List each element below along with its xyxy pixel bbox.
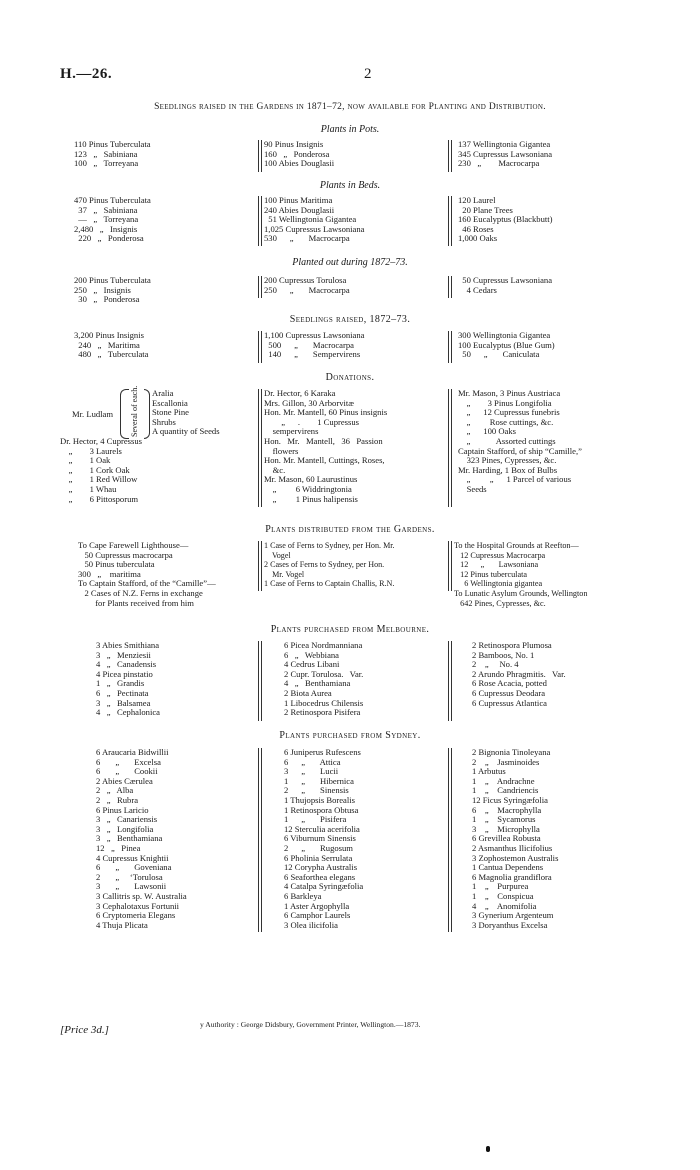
ludlam-items	[152, 389, 220, 437]
list-line: Mr. Harding, 1 Box of Bulbs	[458, 464, 558, 475]
list-line: 6 Picea Nordmanniana	[284, 640, 363, 650]
list-line: To the Hospital Grounds at Reefton—	[454, 541, 579, 550]
list-line: Mr. Mason, 60 Laurustinus	[264, 474, 358, 485]
list-line: 6 „ Cookii	[96, 766, 158, 777]
list-line: 2 „ Rubra	[96, 794, 139, 805]
page-number: 2	[364, 66, 372, 82]
list-line: Mr. Mason, 3 Pinus Austriaca	[458, 388, 561, 398]
list-line: 2 Abies Cærulea	[96, 775, 153, 786]
list-line: Captain Stafford, of ship “Camille,”	[458, 445, 582, 456]
list-line: Mrs. Gillon, 30 Arborvitæ	[264, 397, 354, 408]
section-title-beds: Plants in Beds.	[319, 180, 381, 191]
list-line: 3,200 Pinus Insignis	[74, 330, 144, 340]
sydney-col-2	[284, 748, 363, 930]
list-line: Hon. Mr. Mantell, 36 Passion	[264, 435, 383, 446]
list-line: „ „ 1 Parcel of various	[458, 474, 572, 485]
beds-col-3	[458, 196, 640, 244]
list-line: 3 Zophostemon Australis	[472, 852, 559, 863]
list-line: 12 Sterculia acerifolia	[284, 823, 360, 834]
column-divider	[258, 196, 262, 246]
brace-left	[120, 389, 129, 439]
list-line: 4 Catalpa Syringæfolia	[284, 881, 364, 892]
printer-authority: y Authority : George Didsbury, Government Printer, Wellington.—1873.	[200, 1020, 421, 1029]
price-label: [Price 3d.]	[60, 1024, 109, 1036]
list-line: 50 Pinus tuberculata	[78, 559, 155, 570]
list-line: Shrubs	[152, 416, 176, 427]
list-line: Vogel	[264, 550, 291, 560]
list-line: 46 Roses	[458, 223, 494, 234]
list-line: „ 6 Pittosporum	[60, 493, 139, 504]
list-line: 220 „ Ponderosa	[74, 233, 144, 244]
list-line: 12 Ficus Syringæfolia	[472, 794, 548, 805]
column-divider	[448, 276, 452, 298]
list-line: 200 Pinus Tuberculata	[74, 275, 151, 285]
list-line: Mr. Vogel	[264, 569, 305, 579]
list-line: 100 „ Torreyana	[74, 158, 139, 169]
list-line: 4 Picea pinstatio	[96, 668, 153, 679]
list-line: 90 Pinus Insignis	[264, 139, 324, 149]
list-line: 123 „ Sabiniana	[74, 148, 138, 159]
list-line: 6 Magnolia grandiflora	[472, 871, 552, 882]
ink-mark	[486, 1146, 490, 1152]
list-line: 4 Thuja Plicata	[96, 919, 148, 930]
list-line: 2 Cases of Ferns to Sydney, per Hon.	[264, 560, 385, 570]
list-line: 6 „ Webbiana	[284, 649, 339, 660]
list-line: 1 „ Candriencis	[472, 785, 539, 796]
list-line: 3 „ Balsamea	[96, 697, 151, 708]
list-line: „ . 1 Cupressus	[264, 416, 360, 427]
list-line: 140 „ Sempervirens	[264, 349, 361, 360]
list-line: „ 1 Pinus halipensis	[264, 493, 358, 504]
list-line: 120 Laurel	[458, 195, 496, 205]
list-line: Hon. Mr. Mantell, Cuttings, Roses,	[264, 455, 385, 466]
list-line: 4 „ Cephalonica	[96, 707, 160, 718]
list-line: 4 Cedars	[458, 284, 497, 295]
list-line: 12 „ Lawsoniana	[454, 560, 539, 570]
list-line: flowers	[264, 445, 299, 456]
list-line: 6 Pholinia Serrulata	[284, 852, 353, 863]
list-line: 51 Wellingtonia Gigantea	[264, 214, 357, 225]
column-divider	[448, 140, 452, 172]
list-line: 50 Cupressus Lawsoniana	[458, 275, 553, 285]
distributed-col-2	[264, 541, 395, 589]
list-line: 6 Seaforthea elegans	[284, 871, 356, 882]
list-line: To Lunatic Asylum Grounds, Wellington	[454, 588, 588, 598]
list-line: 6 Cryptomeria Elegans	[96, 910, 176, 921]
donor-ludlam: Mr. Ludlam	[72, 409, 114, 419]
list-line: „ 1 Whau	[60, 483, 117, 494]
list-line: „ 6 Widdringtonia	[264, 483, 352, 494]
list-line: 1,000 Oaks	[458, 233, 498, 244]
section-melbourne	[60, 641, 640, 721]
list-line: 345 Cupressus Lawsoniana	[458, 148, 553, 159]
list-line: 3 „ Menziesii	[96, 649, 151, 660]
list-line: — „ Torreyana	[74, 214, 139, 225]
beds-col-1	[74, 196, 246, 244]
list-line: Dr. Hector, 4 Cupressus	[60, 436, 143, 446]
list-line: 3 „ Benthamiana	[96, 833, 163, 844]
list-line: 500 „ Macrocarpa	[264, 339, 354, 350]
list-line: 6 „ Pectinata	[96, 687, 149, 698]
list-line: 50 Cupressus macrocarpa	[78, 549, 173, 560]
list-line: Aralia	[152, 388, 174, 398]
column-divider	[448, 196, 452, 246]
list-line: To Captain Stafford, of the “Camille”—	[78, 578, 216, 589]
list-line: 3 Abies Smithiana	[96, 640, 160, 650]
section-beds	[60, 196, 640, 246]
list-line: 2 „ Rugosum	[284, 842, 353, 853]
column-divider	[448, 641, 452, 721]
list-line: 2 Cases of N.Z. Ferns in exchange	[78, 587, 203, 598]
donations-col-3	[458, 389, 640, 495]
list-line: 642 Pines, Cypresses, &c.	[454, 598, 546, 608]
list-line: 3 Olea ilicifolia	[284, 919, 338, 930]
planted-col-3	[458, 276, 640, 295]
column-divider	[448, 389, 452, 507]
list-line: „ 100 Oaks	[458, 426, 516, 437]
section-title-pots: Plants in Pots.	[320, 124, 380, 135]
section-pots	[60, 140, 640, 172]
several-of-each-label: Several of each.	[130, 385, 139, 437]
donations-col-2	[264, 389, 458, 504]
list-line: To Cape Farewell Lighthouse—	[78, 540, 189, 550]
list-line: 1 Aster Argophylla	[284, 900, 350, 911]
list-line: 1 „ Sycamorus	[472, 814, 536, 825]
list-line: 300 Wellingtonia Gigantea	[458, 330, 551, 340]
list-line: 12 Cupressus Macrocarpa	[454, 550, 546, 560]
seedlings-col-1	[74, 331, 246, 360]
distributed-col-1	[78, 541, 216, 608]
list-line: 1 „ Conspicua	[472, 890, 534, 901]
list-line: 100 Abies Douglasii	[264, 158, 335, 169]
list-line: 200 Cupressus Torulosa	[264, 275, 347, 285]
list-line: 2 Bignonia Tinoleyana	[472, 747, 551, 757]
list-line: 6 Pinus Laricio	[96, 804, 149, 815]
column-divider	[448, 541, 452, 591]
list-line: 6 Barkleya	[284, 890, 322, 901]
melbourne-col-3	[472, 641, 566, 708]
pots-col-3	[458, 140, 640, 169]
list-line: 1 Arbutus	[472, 766, 506, 777]
section-title-distributed: Plants distributed from the Gardens.	[265, 524, 435, 535]
sydney-col-1	[96, 748, 187, 930]
list-line: 37 „ Sabiniana	[74, 204, 138, 215]
list-line: 4 „ Anomifolia	[472, 900, 537, 911]
list-line: 6 Juniperus Rufescens	[284, 747, 361, 757]
list-line: 4 „ Canadensis	[96, 659, 157, 670]
list-line: 30 „ Ponderosa	[74, 294, 140, 305]
list-line: 3 Callitris sp. W. Australia	[96, 890, 187, 901]
list-line: 6 Rose Acacia, potted	[472, 678, 547, 689]
list-line: 2 Retinospora Plumosa	[472, 640, 552, 650]
list-line: 240 Abies Douglasii	[264, 204, 335, 215]
list-line: „ Assorted cuttings	[458, 435, 556, 446]
list-line: sempervirens	[264, 426, 319, 437]
seedlings-col-3	[458, 331, 640, 360]
list-line: 20 Plane Trees	[458, 204, 513, 215]
list-line: 6 Camphor Laurels	[284, 910, 351, 921]
list-line: 470 Pinus Tuberculata	[74, 195, 151, 205]
section-title-donations: Donations.	[325, 372, 375, 383]
list-line: 250 „ Insignis	[74, 284, 131, 295]
list-line: 6 „ Macrophylla	[472, 804, 542, 815]
list-line: A quantity of Seeds	[152, 426, 220, 437]
list-line: 2 Biota Aurea	[284, 687, 332, 698]
list-line: 6 „ Goveniana	[96, 862, 172, 873]
brace-right	[144, 389, 150, 439]
column-divider	[258, 641, 262, 721]
section-title-planted-out: Planted out during 1872–73.	[292, 257, 408, 268]
list-line: 100 Eucalyptus (Blue Gum)	[458, 339, 555, 350]
list-line: for Plants received from him	[78, 597, 194, 608]
list-line: 6 Cupressus Deodara	[472, 687, 546, 698]
list-line: 300 „ maritima	[78, 568, 141, 579]
list-line: Stone Pine	[152, 407, 190, 418]
list-line: 2 „ ‘Torulosa	[96, 871, 163, 882]
list-line: „ 12 Cupressus funebris	[458, 407, 560, 418]
section-sydney	[60, 748, 640, 934]
list-line: „ 1 Red Willow	[60, 474, 138, 485]
list-line: 2,480 „ Insignis	[74, 223, 138, 234]
list-line: 3 „ Canariensis	[96, 814, 158, 825]
list-line: 2 Arundo Phragmitis. Var.	[472, 668, 566, 679]
list-line: 1 „ Purpurea	[472, 881, 529, 892]
list-line: 480 „ Tuberculata	[74, 349, 149, 360]
sydney-col-3	[472, 748, 558, 930]
list-line: 6 Cupressus Atlantica	[472, 697, 547, 708]
list-line: 1 Retinospora Obtusa	[284, 804, 359, 815]
column-divider	[258, 541, 262, 591]
pots-col-1	[74, 140, 246, 169]
section-seedlings	[60, 331, 640, 363]
beds-col-2	[264, 196, 458, 244]
list-line: 530 „ Macrocarpa	[264, 233, 350, 244]
column-divider	[258, 389, 262, 507]
list-line: Escallonia	[152, 397, 188, 408]
list-line: 3 Gynerium Argenteum	[472, 910, 554, 921]
list-line: 3 Cephalotaxus Fortunii	[96, 900, 180, 911]
list-line: 2 Cupr. Torulosa. Var.	[284, 668, 364, 679]
list-line: 3 „ Lucii	[284, 766, 339, 777]
list-line: 1,025 Cupressus Lawsoniana	[264, 223, 365, 234]
column-divider	[258, 140, 262, 172]
list-line: 240 „ Maritima	[74, 339, 140, 350]
column-divider	[258, 748, 262, 932]
pots-col-2	[264, 140, 458, 169]
list-line: „ 3 Pinus Longifolia	[458, 397, 552, 408]
list-line: 100 Pinus Maritima	[264, 195, 333, 205]
column-divider	[258, 276, 262, 298]
list-line: „ Rose cuttings, &c.	[458, 416, 554, 427]
planted-col-2	[264, 276, 458, 295]
list-line: Seeds	[458, 483, 487, 494]
melbourne-col-2	[284, 641, 363, 718]
list-line: 1 Thujopsis Borealis	[284, 794, 355, 805]
donations-col-1	[60, 437, 142, 504]
section-planted-out	[60, 276, 640, 306]
section-title-seedlings: Seedlings raised, 1872–73.	[289, 314, 411, 325]
column-divider	[448, 748, 452, 932]
list-line: Hon. Mr. Mantell, 60 Pinus insignis	[264, 407, 388, 418]
list-line: 4 Cedrus Libani	[284, 659, 340, 670]
list-line: 1 „ Grandis	[96, 678, 145, 689]
column-divider	[258, 331, 262, 363]
distributed-col-3	[454, 541, 587, 608]
list-line: 50 „ Caniculata	[458, 349, 540, 360]
document-reference: H.—26.	[60, 66, 113, 82]
list-line: 2 Asmanthus Ilicifolius	[472, 842, 553, 853]
section-distributed	[60, 541, 640, 613]
list-line: 1 Case of Ferns to Sydney, per Hon. Mr.	[264, 541, 395, 550]
list-line: „ 1 Cork Oak	[60, 464, 130, 475]
list-line: 6 Viburnum Sinensis	[284, 833, 356, 844]
list-line: 2 Bamboos, No. 1	[472, 649, 535, 660]
list-line: 137 Wellingtonia Gigantea	[458, 139, 551, 149]
list-line: 1 Libocedrus Chilensis	[284, 697, 364, 708]
list-line: 12 Pinus tuberculata	[454, 569, 527, 579]
list-line: 2 „ Jasminoides	[472, 756, 540, 767]
list-line: „ 3 Laurels	[60, 445, 122, 456]
list-line: 2 „ Sinensis	[284, 785, 349, 796]
list-line: 250 „ Macrocarpa	[264, 284, 350, 295]
list-line: 2 „ Alba	[96, 785, 134, 796]
list-line: 6 Araucaria Bidwillii	[96, 747, 169, 757]
list-line: 6 Wellingtonia gigantea	[454, 579, 543, 589]
list-line: 2 „ No. 4	[472, 659, 519, 670]
list-line: 160 „ Ponderosa	[264, 148, 330, 159]
list-line: 12 „ Pinea	[96, 842, 141, 853]
list-line: Dr. Hector, 6 Karaka	[264, 388, 336, 398]
list-line: 6 „ Excelsa	[96, 756, 161, 767]
page-title: Seedlings raised in the Gardens in 1871–72, now available for Planting and Distribution.	[154, 102, 546, 112]
list-line: 3 „ Lawsonii	[96, 881, 167, 892]
list-line: 1 Cantua Dependens	[472, 862, 544, 873]
list-line: 3 „ Microphylla	[472, 823, 540, 834]
list-line: 1 „ Pisifera	[284, 814, 347, 825]
list-line: 6 Grevillea Robusta	[472, 833, 541, 844]
list-line: 160 Eucalyptus (Blackbutt)	[458, 214, 553, 225]
section-title-sydney: Plants purchased from Sydney.	[279, 730, 421, 741]
list-line: „ 1 Oak	[60, 455, 111, 466]
list-line: 323 Pines, Cypresses, &c.	[458, 455, 557, 466]
list-line: 6 „ Attica	[284, 756, 341, 767]
list-line: 4 „ Benthamiana	[284, 678, 351, 689]
planted-col-1	[74, 276, 246, 305]
list-line: 1 Case of Ferns to Captain Challis, R.N.	[264, 579, 395, 589]
list-line: &c.	[264, 464, 286, 475]
list-line: 12 Corypha Australis	[284, 862, 358, 873]
melbourne-col-1	[96, 641, 160, 718]
list-line: 3 Doryanthus Excelsa	[472, 919, 548, 930]
list-line: 4 Cupressus Knightii	[96, 852, 169, 863]
section-donations	[60, 385, 640, 515]
section-title-melbourne: Plants purchased from Melbourne.	[270, 624, 430, 635]
list-line: 2 Retinospora Pisifera	[284, 707, 361, 718]
seedlings-col-2	[264, 331, 458, 360]
list-line: 1 „ Andrachne	[472, 775, 535, 786]
list-line: 230 „ Macrocarpa	[458, 158, 540, 169]
column-divider	[448, 331, 452, 363]
list-line: 1 „ Hibernica	[284, 775, 354, 786]
list-line: 3 „ Longifolia	[96, 823, 154, 834]
list-line: 1,100 Cupressus Lawsoniana	[264, 330, 365, 340]
list-line: 110 Pinus Tuberculata	[74, 139, 151, 149]
